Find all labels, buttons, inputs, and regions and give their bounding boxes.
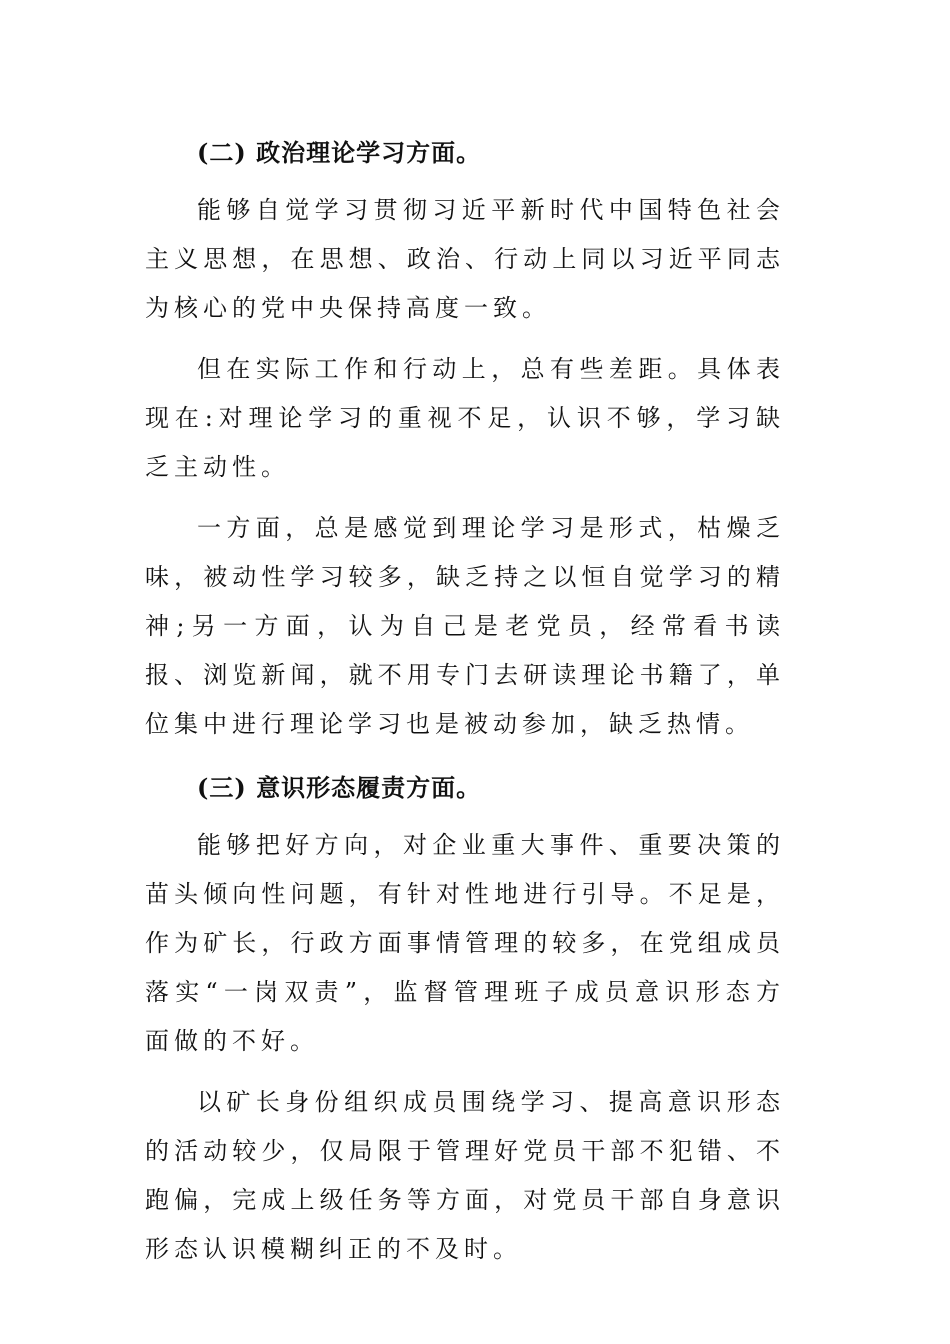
paragraph: 以矿长身份组织成员围绕学习、提高意识形态的活动较少，仅局限于管理好党员干部不犯错、不跑偏，完成上级任务等方面，对党员干部自身意识形态认识模糊纠正的不及时。 — [145, 1088, 785, 1263]
paragraph: 能够把好方向，对企业重大事件、重要决策的苗头倾向性问题，有针对性地进行引导。不足是，作为矿长，行政方面事情管理的较多，在党组成员落实“一岗双责”，监督管理班子成员意识形态方面做的不好。 — [145, 831, 785, 1055]
document-page — [145, 126, 785, 1286]
section-heading: (二) 政治理论学习方面。 — [197, 138, 482, 167]
section-heading: (三) 意识形态履责方面。 — [197, 773, 482, 802]
paragraph: 但在实际工作和行动上，总有些差距。具体表现在:对理论学习的重视不足，认识不够，学习缺乏主动性。 — [145, 355, 785, 481]
section-ideology-responsibility — [145, 761, 785, 1274]
section-political-theory-study — [145, 126, 785, 749]
paragraph: 一方面，总是感觉到理论学习是形式，枯燥乏味，被动性学习较多，缺乏持之以恒自觉学习的精神;另一方面，认为自己是老党员，经常看书读报、浏览新闻，就不用专门去研读理论书籍了，单位集中进行理论学习也是被动参加，缺乏热情。 — [145, 514, 785, 738]
paragraph: 能够自觉学习贯彻习近平新时代中国特色社会主义思想，在思想、政治、行动上同以习近平同志为核心的党中央保持高度一致。 — [145, 196, 785, 322]
